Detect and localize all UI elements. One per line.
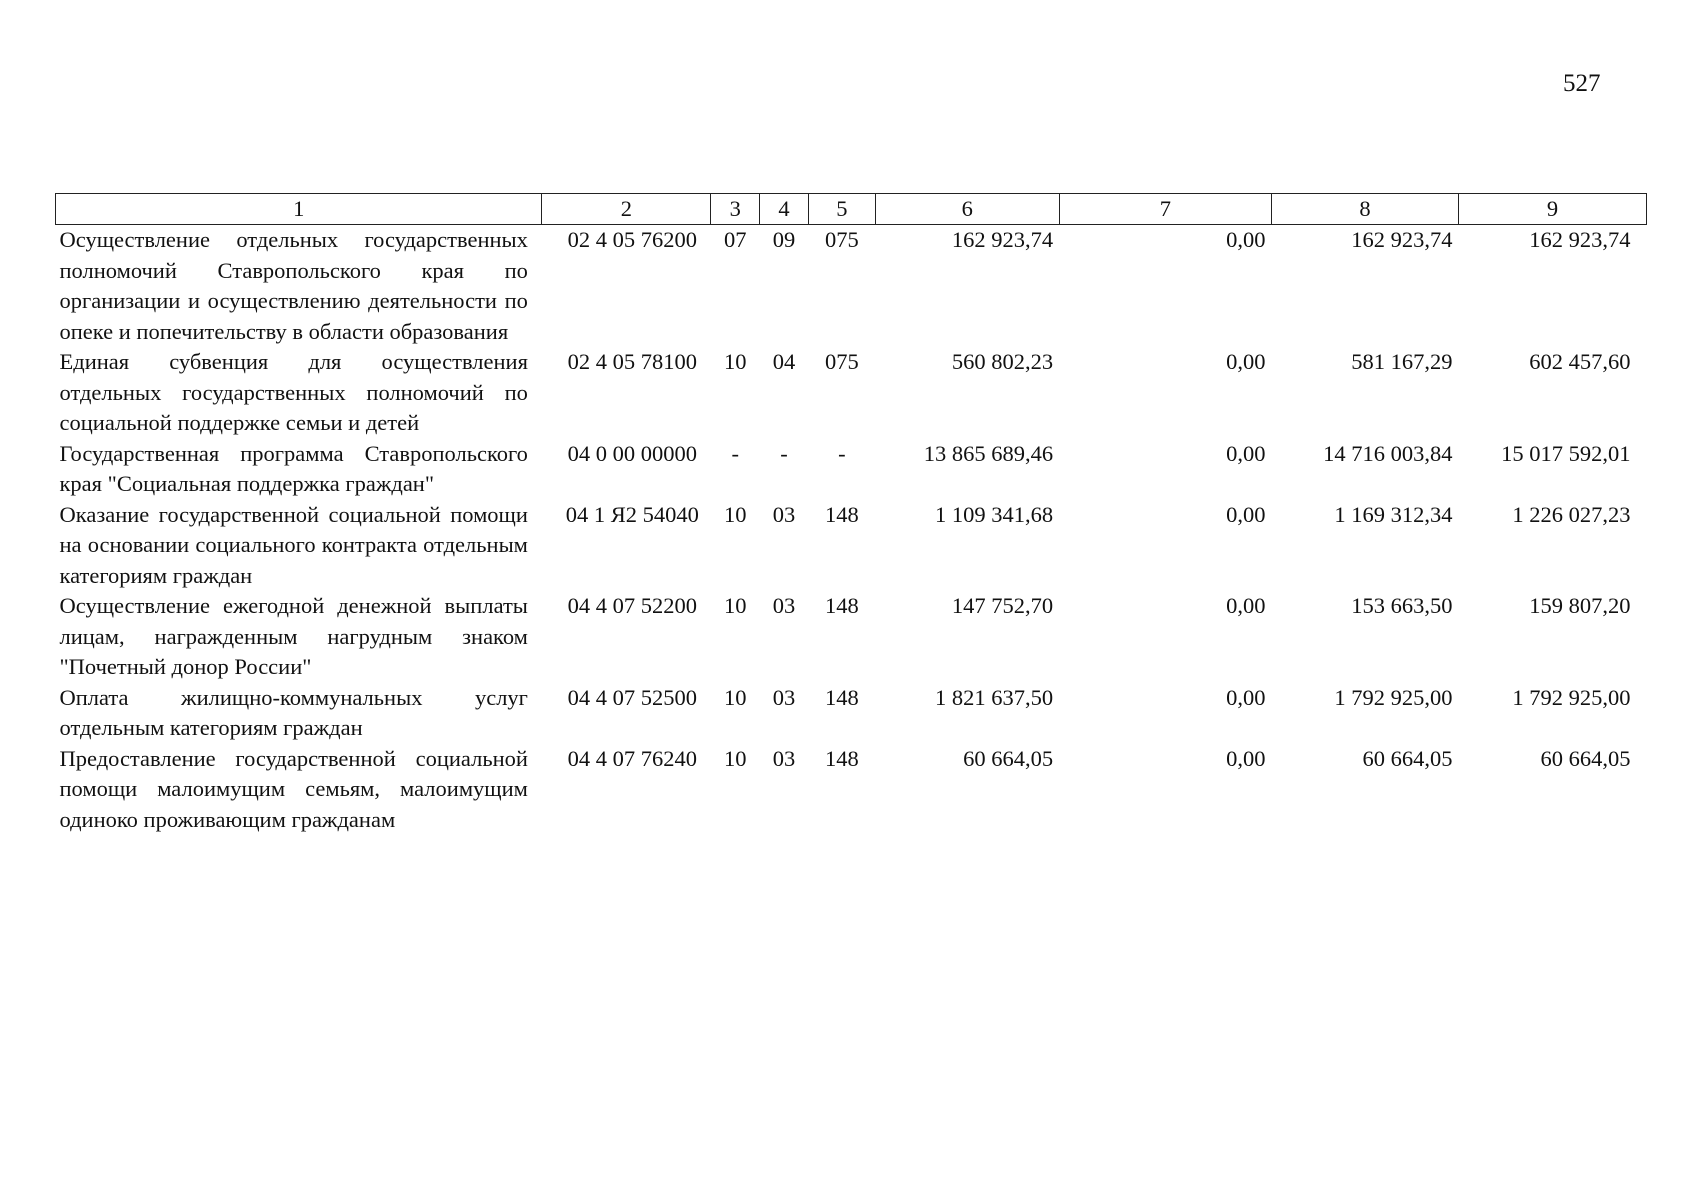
column-header-4: 4 <box>760 194 809 225</box>
row-section: 07 <box>723 227 747 252</box>
row-subsection: 03 <box>772 745 796 771</box>
row-target-code: 04 4 07 76240 <box>567 745 698 771</box>
column-header-2: 2 <box>542 194 711 225</box>
table-row <box>56 591 1647 683</box>
row-amount-8: 1 169 312,34 <box>1334 501 1453 527</box>
column-header-8: 8 <box>1272 194 1459 225</box>
row-amount-7: 0,00 <box>1226 593 1266 618</box>
row-target-code: 04 0 00 00000 <box>567 440 698 466</box>
row-subsection: - <box>780 440 788 466</box>
row-name: Государственная программа Ставропольского края "Социальная поддержка граждан" <box>59 440 528 496</box>
row-section: 10 <box>723 745 747 771</box>
row-amount-7: 0,00 <box>1226 684 1266 710</box>
table-row <box>56 439 1647 500</box>
row-expense-type: 148 <box>825 745 859 771</box>
row-section: 10 <box>723 501 747 527</box>
table-body <box>56 225 1647 836</box>
row-amount-8: 581 167,29 <box>1351 349 1453 374</box>
row-amount-8: 60 664,05 <box>1362 745 1453 771</box>
row-amount-9: 15 017 592,01 <box>1501 440 1631 466</box>
budget-table <box>55 193 1647 835</box>
row-amount-6: 147 752,70 <box>951 593 1054 618</box>
row-section: 10 <box>723 684 747 710</box>
row-target-code: 04 4 07 52500 <box>567 684 698 710</box>
row-amount-7: 0,00 <box>1226 501 1266 527</box>
row-amount-6: 13 865 689,46 <box>923 440 1054 466</box>
row-target-code: 02 4 05 78100 <box>567 349 698 374</box>
column-header-3: 3 <box>711 194 760 225</box>
table-row <box>56 225 1647 348</box>
row-amount-9: 1 226 027,23 <box>1512 501 1631 527</box>
column-header-5: 5 <box>808 194 875 225</box>
header-row <box>56 194 1647 225</box>
column-header-6: 6 <box>875 194 1059 225</box>
row-amount-6: 1 109 341,68 <box>934 501 1054 527</box>
row-section: 10 <box>723 349 747 374</box>
row-amount-6: 60 664,05 <box>963 745 1054 771</box>
row-expense-type: 075 <box>825 349 859 374</box>
column-header-1: 1 <box>56 194 542 225</box>
row-name: Оплата жилищно-коммунальных услуг отдельным категориям граждан <box>59 684 528 740</box>
page-number: 527 <box>1563 70 1601 97</box>
column-header-9: 9 <box>1458 194 1646 225</box>
row-subsection: 09 <box>772 227 796 252</box>
row-amount-7: 0,00 <box>1226 440 1266 466</box>
row-amount-7: 0,00 <box>1226 349 1266 374</box>
table-row <box>56 683 1647 744</box>
row-expense-type: 148 <box>825 684 859 710</box>
row-amount-7: 0,00 <box>1226 227 1266 252</box>
row-name: Оказание государственной социальной помощи на основании социального контракта отдельным категориям граждан <box>59 501 528 588</box>
row-amount-9: 602 457,60 <box>1529 349 1631 374</box>
row-amount-6: 1 821 637,50 <box>934 684 1054 710</box>
row-amount-8: 162 923,74 <box>1351 227 1453 252</box>
row-name: Предоставление государственной социальной помощи малоимущим семьям, малоимущим одиноко проживающим гражданам <box>59 745 528 832</box>
row-name: Осуществление ежегодной денежной выплаты лицам, награжденным нагрудным знаком "Почетный донор России" <box>59 593 528 679</box>
row-subsection: 03 <box>772 501 796 527</box>
row-amount-7: 0,00 <box>1226 745 1266 771</box>
row-name: Единая субвенция для осуществления отдельных государственных полномочий по социальной поддержке семьи и детей <box>59 349 528 435</box>
row-amount-8: 14 716 003,84 <box>1323 440 1453 466</box>
row-amount-9: 1 792 925,00 <box>1512 684 1631 710</box>
row-expense-type: 075 <box>825 227 859 252</box>
row-amount-6: 162 923,74 <box>951 227 1054 252</box>
table-row <box>56 500 1647 592</box>
row-expense-type: 148 <box>825 593 859 618</box>
row-target-code: 04 1 Я2 54040 <box>565 501 699 527</box>
row-subsection: 03 <box>772 684 796 710</box>
row-target-code: 04 4 07 52200 <box>567 593 698 618</box>
row-target-code: 02 4 05 76200 <box>567 227 698 252</box>
column-header-7: 7 <box>1059 194 1271 225</box>
row-expense-type: - <box>838 440 846 466</box>
row-name: Осуществление отдельных государственных полномочий Ставропольского края по организации и осуществлению деятельности по опеке и попечительству в области образования <box>59 227 528 344</box>
table-row <box>56 744 1647 836</box>
row-amount-9: 162 923,74 <box>1529 227 1631 252</box>
row-amount-9: 60 664,05 <box>1540 745 1631 771</box>
row-subsection: 03 <box>772 593 796 618</box>
row-section: - <box>731 440 739 466</box>
table-row <box>56 347 1647 439</box>
row-amount-6: 560 802,23 <box>951 349 1054 374</box>
row-amount-8: 1 792 925,00 <box>1334 684 1453 710</box>
row-expense-type: 148 <box>825 501 859 527</box>
table-header <box>56 194 1647 225</box>
row-subsection: 04 <box>772 349 796 374</box>
row-amount-8: 153 663,50 <box>1351 593 1453 618</box>
row-amount-9: 159 807,20 <box>1529 593 1631 618</box>
row-section: 10 <box>723 593 747 618</box>
